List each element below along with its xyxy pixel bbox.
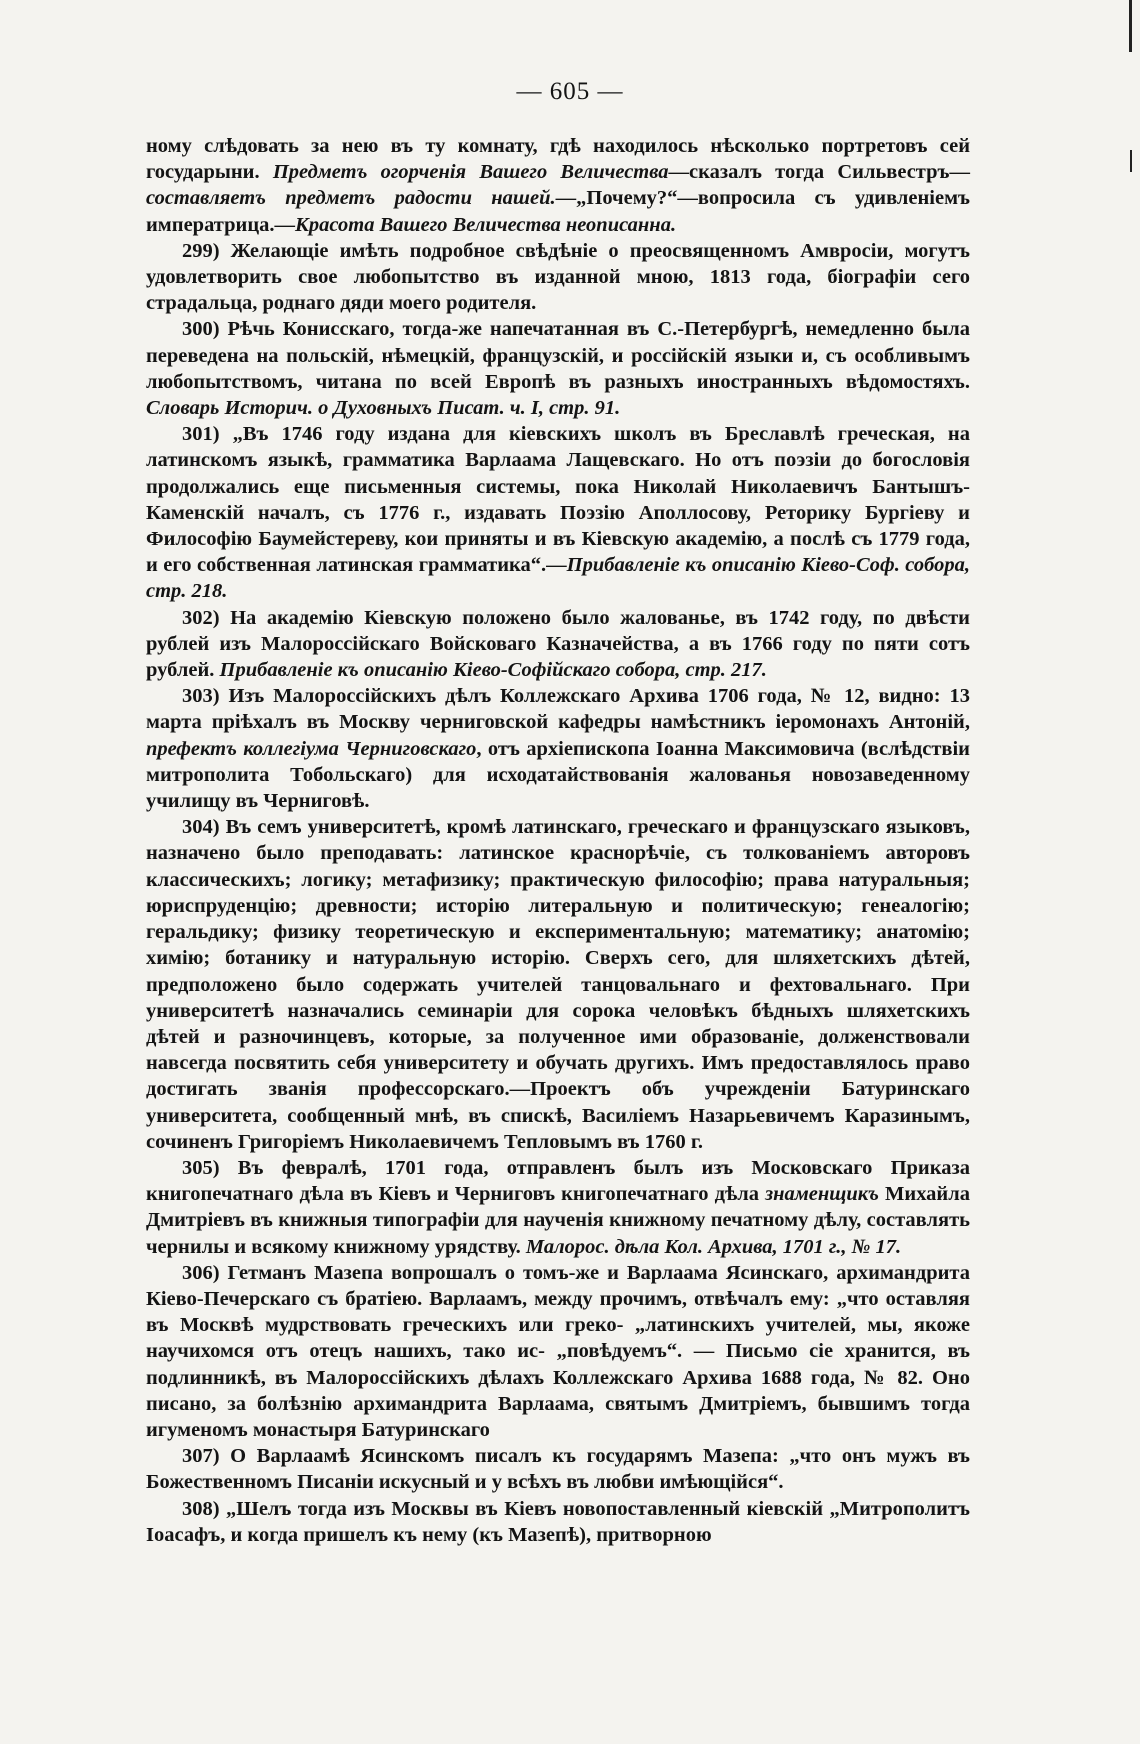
text-run: Михайла Дмитріевъ въ книжныя типографіи для наученія книжному печатному дѣлу, составлять чернилы и всякому книжному урядству. [146,1183,970,1258]
footnote-paragraph [146,605,970,684]
text-run: 304) Въ семъ университетѣ, кромѣ латинскаго, греческаго и французскаго языковъ, назначено было преподавать: латинское краснорѣчіе, съ толкованіемъ авторовъ классическихъ; логику; метафизику; практическую философію; права натуральныя; юриспруденцію; древности; исторію литеральную и политическую; генеалогію; геральдику; физику теоретическую и експериментальную; математику; анатомію; химію; ботанику и натуральную исторію. Сверхъ сего, для шляхетскихъ дѣтей, предположено было содержать учителей танцовальнаго и фехтовальнаго. При университетѣ назначались семинаріи для сорока человѣкъ бѣдныхъ шляхетскихъ дѣтей и разночинцевъ, которые, за полученное ими образованіе, долженствовали навсегда посвятить себя университету и обучать другихъ. Имъ предоставлялось право достигать званія профессорскаго.—Проектъ объ учрежденіи Батуринскаго университета, сообщенный мнѣ, въ спискѣ, Василіемъ Назарьевичемъ Каразинымъ, сочиненъ Григоріемъ Николаевичемъ Тепловымъ въ 1760 г. [146,816,970,1153]
footnote-paragraph [146,1496,970,1548]
text-run: 305) Въ февралѣ, 1701 года, отправленъ былъ изъ Московскаго Приказа книгопечатнаго дѣла въ Кіевъ и Черниговъ книгопечатнаго дѣла [146,1156,970,1206]
text-run: 302) На академію Кіевскую положено было жалованье, въ 1742 году, по двѣсти рублей изъ Малороссійскаго Войсковаго Казначейства, а въ 1766 году по пяти сотъ рублей. [146,606,970,682]
italic-citation: Малорос. дѣла Кол. Архива, 1701 г., № 17. [525,1235,902,1258]
italic-citation: Предметъ огорченія Вашего Величества [272,161,669,184]
italic-citation: префектъ коллегіума Черниговскаго [146,737,477,760]
footnote-paragraph [146,1260,970,1443]
text-run: , отъ архіепископа Іоанна Максимовича (вслѣдствіи митрополита Тобольскаго) для исходатайствованія жалованья новозаведенному училищу въ Черниговѣ. [146,737,970,813]
scan-edge-mark [1130,150,1132,172]
italic-citation: Красота Вашего Величества неописанна. [295,213,677,236]
italic-citation: знаменщикъ [765,1183,879,1206]
footnote-paragraph [146,683,970,814]
footnotes-text-block [146,133,970,1548]
text-run: —сказалъ тогда Сильвестръ— [668,161,970,184]
text-run: 301) „Въ 1746 году издана для кіевскихъ школъ въ Бреславлѣ греческая, на латинскомъ языкѣ, грамматика Варлаама Лащевскаго. Но отъ поэзіи до богословія продолжались еще письменныя системы, пока Николай Николаевичъ Бантышъ-Каменскій началъ, съ 1776 г., издавать Поэзію Аполлосову, Реторику Бургіеву и Философію Баумейстереву, кои приняты и въ Кіевскую академію, а послѣ съ 1779 года, и его собственная латинская грамматика“.— [146,423,970,577]
page-number: — 605 — [516,78,624,105]
text-run: 300) Рѣчь Конисскаго, тогда-же напечатанная въ С.-Петербургѣ, немедленно была переведена на польскій, нѣмецкій, французскій, и россійскій языки и, съ особливымъ любопытствомъ, читана по всей Европѣ въ разныхъ иностранныхъ вѣдомостяхъ. [146,318,970,393]
footnote-paragraph [146,1443,970,1495]
text-run: 308) „Шелъ тогда изъ Москвы въ Кіевъ новопоставленный кіевскій „Митрополитъ Іоасафъ, и когда пришелъ къ нему (къ Мазепѣ), притворною [146,1497,970,1546]
footnote-paragraph [146,1155,970,1260]
text-run: 306) Гетманъ Мазепа вопрошалъ о томъ-же и Варлаама Ясинскаго, архимандрита Кіево-Печерскаго съ братіею. Варлаамъ, между прочимъ, отвѣчалъ ему: „что оставляя въ Москвѣ мудрствовать греческихъ или греко- „латинскихъ учителей, мы, якоже научихомся отъ отецъ нашихъ, тако ис- „повѣдуемъ“. — Письмо сіе хранится, въ подлинникѣ, въ Малороссійскихъ дѣлахъ Коллежскаго Архива 1688 года, № 82. Оно писано, за болѣзнію архимандрита Варлаама, святымъ Дмитріемъ, бывшимъ тогда игуменомъ монастыря Батуринскаго [146,1261,970,1441]
italic-citation: Прибавленіе къ описанію Кіево-Софійскаго собора, стр. 217. [219,659,767,682]
text-run: ному слѣдовать за нею въ ту комнату, гдѣ находилось нѣсколько портретовъ сей государыни. [146,135,970,184]
continuation-paragraph [146,133,970,238]
text-run: 307) О Варлаамѣ Ясинскомъ писалъ къ государямъ Мазепа: „что онъ мужъ въ Божественномъ Писаніи искусный и у всѣхъ въ любви имѣющійся“. [146,1445,970,1494]
italic-citation: составляетъ предметъ радости нашей. [146,187,556,210]
footnote-paragraph [146,238,970,317]
scan-edge-mark [1129,0,1132,52]
italic-citation: Прибавленіе къ описанію Кіево-Соф. собора, стр. 218. [146,554,970,603]
italic-citation: Словарь Историч. о Духовныхъ Писат. ч. I, стр. 91. [146,397,621,420]
text-run: 299) Желающіе имѣть подробное свѣдѣніе о преосвященномъ Амвросіи, могутъ удовлетворить свое любопытство въ изданной мною, 1813 года, біографіи сего страдальца, роднаго дяди моего родителя. [146,239,970,315]
footnote-paragraph [146,814,970,1155]
text-run: 303) Изъ Малороссійскихъ дѣлъ Коллежскаго Архива 1706 года, № 12, видно: 13 марта пріѣхалъ въ Москву черниговской кафедры намѣстникъ іеромонахъ Антоній, [146,685,970,734]
footnote-paragraph [146,316,970,421]
footnote-paragraph [146,421,970,604]
text-run: —„Почему?“—вопросила съ удивленіемъ императрица.— [146,187,970,236]
